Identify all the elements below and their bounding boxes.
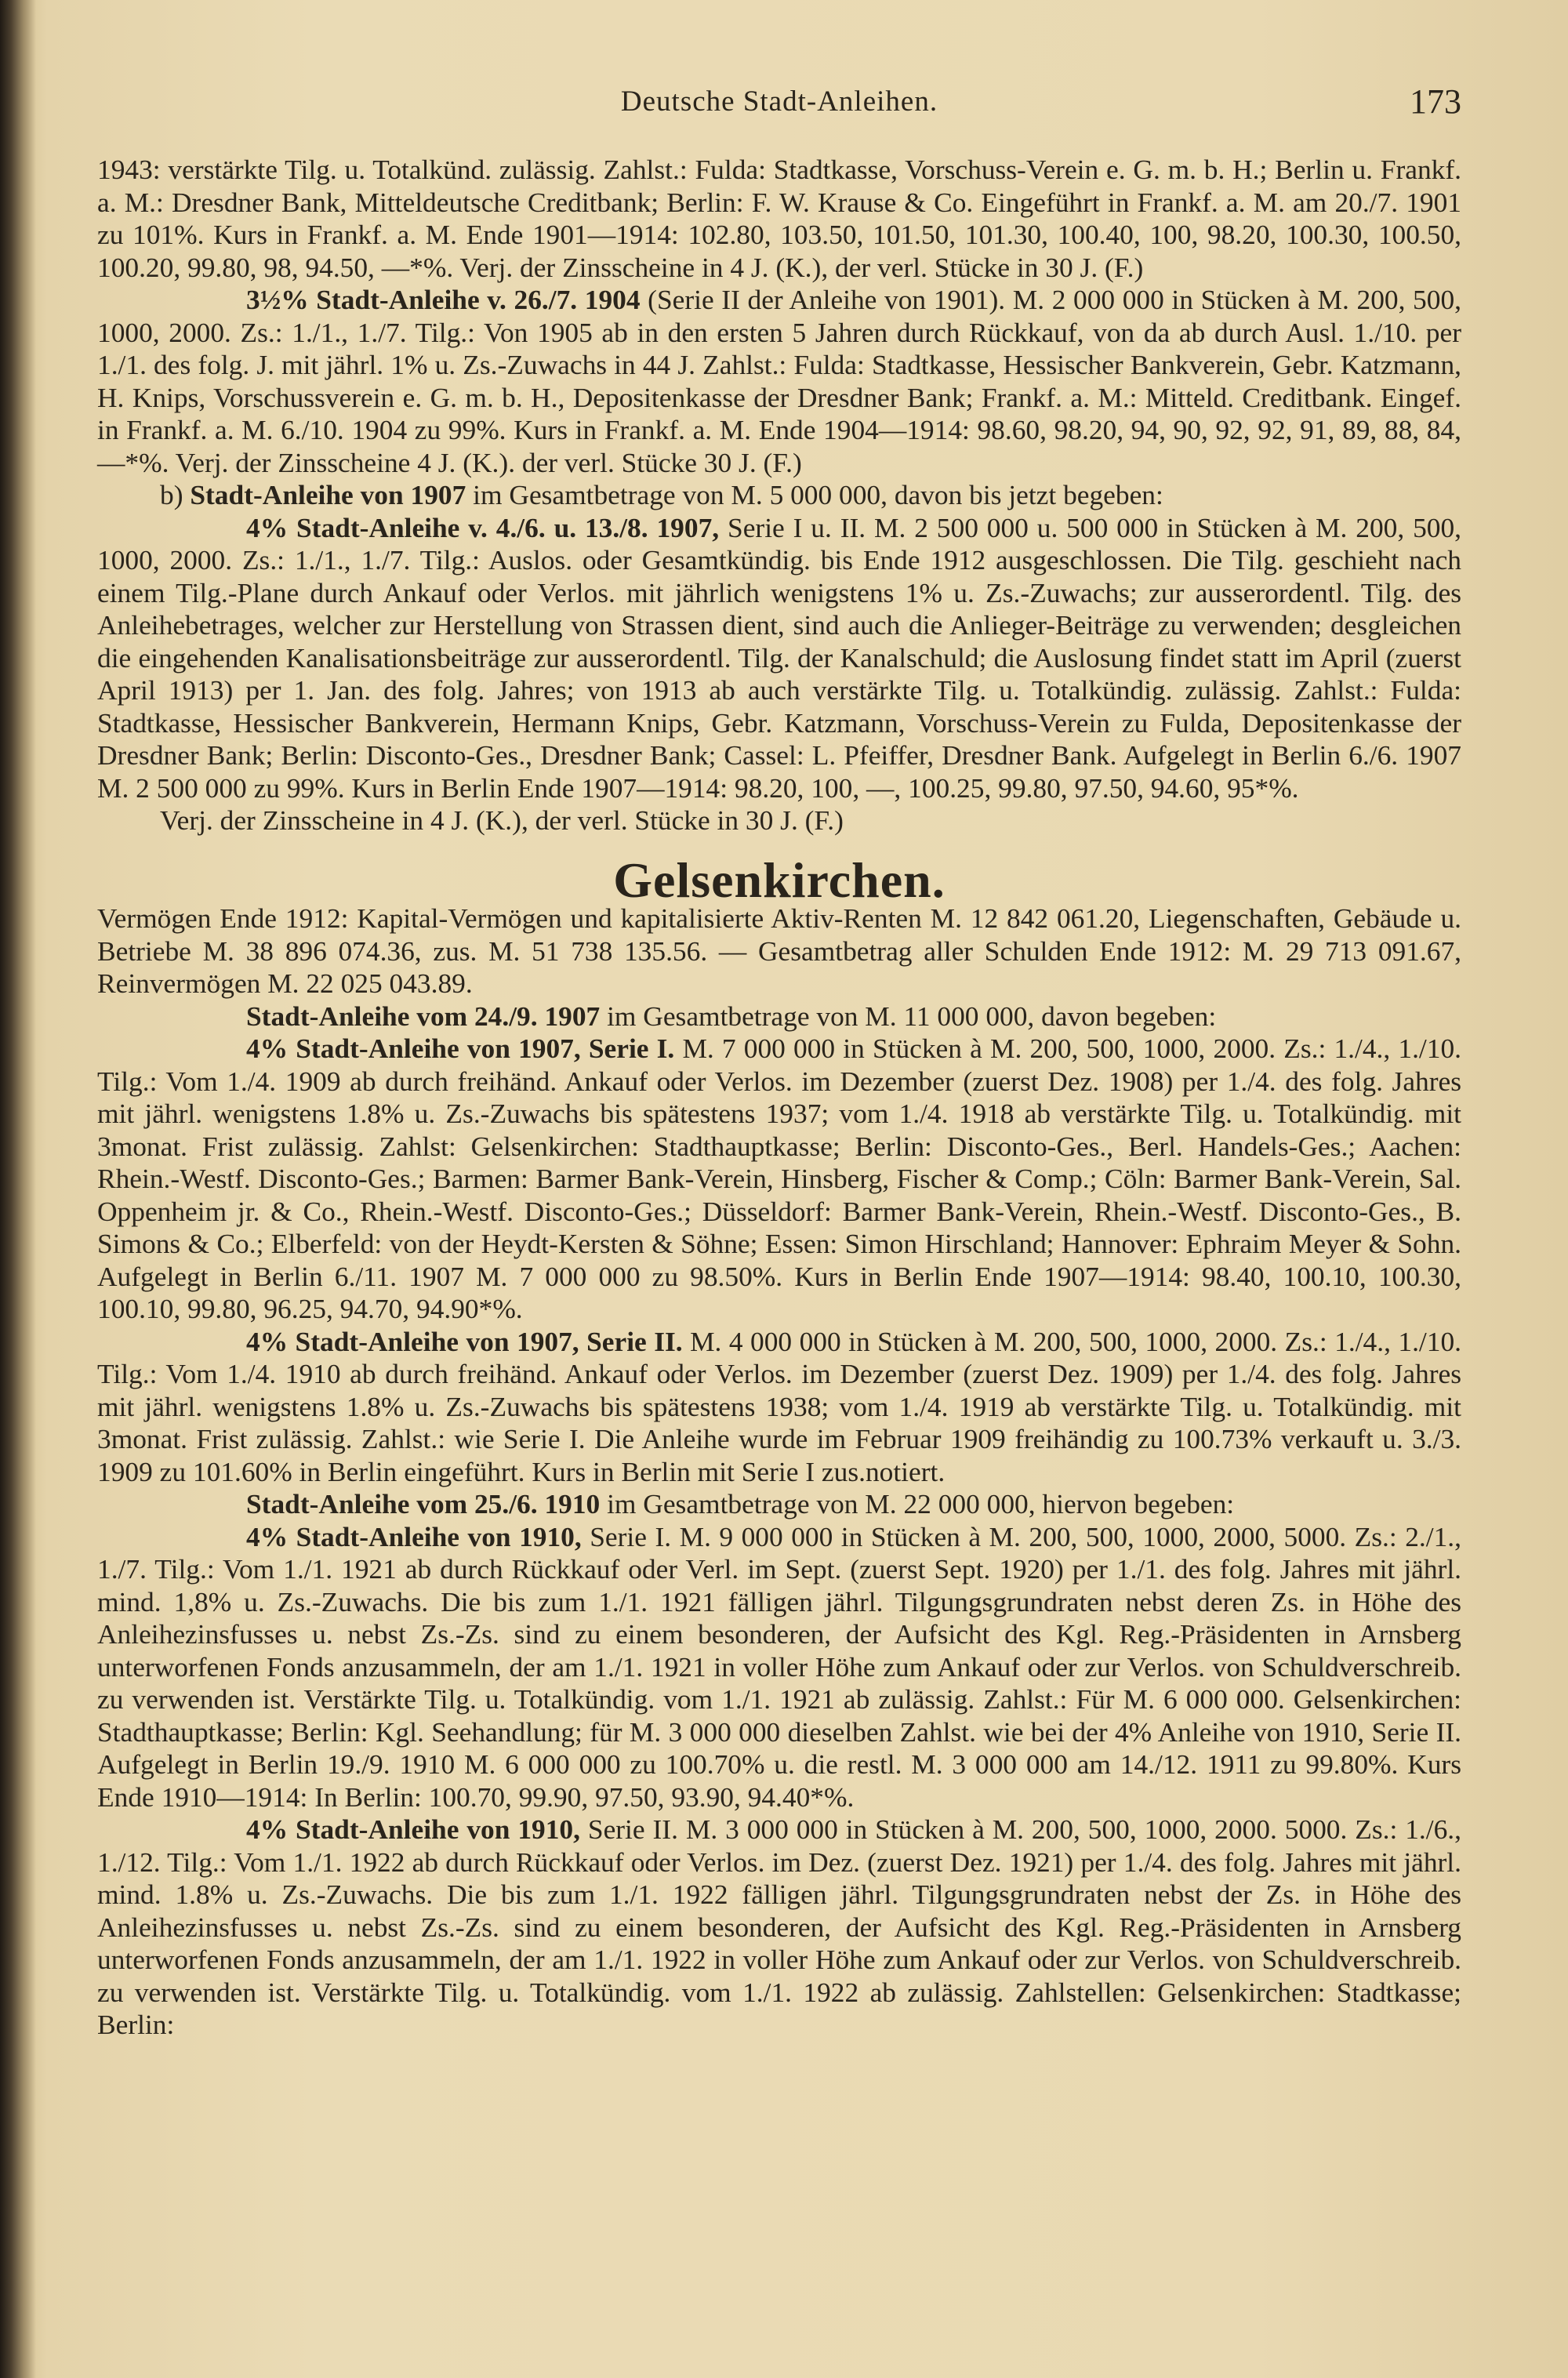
loan-heading: 4% Stadt-Anleihe von 1907, Serie I. [246, 1033, 675, 1064]
section-title-gelsenkirchen: Gelsenkirchen. [613, 851, 946, 908]
loan-text: im Gesamtbetrage von M. 11 000 000, davon begeben: [600, 1000, 1217, 1032]
paragraph-gelsenkirchen-1907-serie-2 [97, 1326, 1461, 1489]
loan-heading: Stadt-Anleihe von 1907 [190, 479, 466, 510]
paragraph-gelsenkirchen-1907-intro [97, 1000, 1461, 1033]
paragraph-fulda-1907-loan [97, 512, 1461, 805]
paragraph-gelsenkirchen-1910-serie-2 [97, 1813, 1461, 2042]
loan-text: M. 7 000 000 in Stücken à M. 200, 500, 1000, 2000. Zs.: 1./4., 1./10. Tilg.: Vom 1./4. 1909 ab durch freihänd. Ankauf oder Verlos. im Dezember (zuerst Dez. 1908) per 1./4. des folg. Jahres mit jährl. wenigstens 1.8% u. Zs.-Zuwachs bis spätestens 1937; vom 1./4. 1918 ab verstärkte Tilg. u. Totalkündig. mit 3monat. Frist zulässig. Zahlst: Gelsenkirchen: Stadthauptkasse; Berlin: Disconto-Ges., Berl. Handels-Ges.; Aachen: Rhein.-Westf. Disconto-Ges.; Barmen: Barmer Bank-Verein, Hinsberg, Fischer & Comp.; Cöln: Barmer Bank-Verein, Sal. Oppenheim jr. & Co., Rhein.-Westf. Disconto-Ges.; Düsseldorf: Barmer Bank-Verein, Rhein.-Westf. Disconto-Ges., B. Simons & Co.; Elberfeld: von der Heydt-Kersten & Söhne; Essen: Simon Hirschland; Hannover: Ephraim Meyer & Sohn. Aufgelegt in Berlin 6./11. 1907 M. 7 000 000 zu 98.50%. Kurs in Berlin Ende 1907—1914: 98.40, 100.10, 100.30, 100.10, 99.80, 96.25, 94.70, 94.90*%. [97, 1033, 1461, 1324]
paragraph-fulda-1907-intro [97, 479, 1461, 512]
paragraph-gelsenkirchen-1910-serie-1 [97, 1521, 1461, 1814]
loan-heading: 4% Stadt-Anleihe von 1910, [246, 1813, 580, 1845]
loan-heading: Stadt-Anleihe vom 25./6. 1910 [246, 1488, 601, 1519]
list-marker: b) [160, 479, 191, 510]
loan-heading: 4% Stadt-Anleihe von 1907, Serie II. [246, 1325, 683, 1357]
page-body [97, 154, 1461, 2042]
page-number: 173 [1410, 82, 1461, 121]
book-spine-shadow [0, 0, 36, 2378]
loan-heading: 4% Stadt-Anleihe v. 4./6. u. 13./8. 1907, [246, 511, 720, 543]
loan-text: im Gesamtbetrage von M. 22 000 000, hiervon begeben: [600, 1488, 1235, 1519]
paragraph-fulda-1904-loan [97, 284, 1461, 479]
paragraph-gelsenkirchen-1910-intro [97, 1488, 1461, 1521]
loan-text: Serie I. M. 9 000 000 in Stücken à M. 200, 500, 1000, 2000, 5000. Zs.: 2./1., 1./7. Tilg.: Vom 1./1. 1921 ab durch Rückkauf oder Verl. im Sept. (zuerst Sept. 1920) per 1./1. des folg. Jahres mit jährl. mind. 1,8% u. Zs.-Zuwachs. Die bis zum 1./1. 1921 fälligen jährl. Tilgungsgrundraten nebst deren Zs. in Höhe des Anleihezinsfusses u. nebst Zs.-Zs. sind zu einem besonderen, der Aufsicht des Kgl. Reg.-Präsidenten in Arnsberg unterworfenen Fonds anzusammeln, der am 1./1. 1921 in voller Höhe zum Ankauf oder zur Verlos. von Schuldverschreib. zu verwenden ist. Verstärkte Tilg. u. Totalkündig. vom 1./1. 1921 ab zulässig. Zahlst.: Für M. 6 000 000. Gelsenkirchen: Stadthauptkasse; Berlin: Kgl. Seehandlung; für M. 3 000 000 dieselben Zahlst. wie bei der 4% Anleihe von 1910, Serie II. Aufgelegt in Berlin 19./9. 1910 M. 6 000 000 zu 100.70% u. die restl. M. 3 000 000 am 14./12. 1911 zu 99.80%. Kurs Ende 1910—1914: In Berlin: 100.70, 99.90, 97.50, 93.90, 94.40*%. [97, 1520, 1461, 1813]
loan-text: M. 4 000 000 in Stücken à M. 200, 500, 1000, 2000. Zs.: 1./4., 1./10. Tilg.: Vom 1./4. 1910 ab durch freihänd. Ankauf oder Verlos. im Dezember (zuerst Dez. 1909) per 1./4. des folg. Jahres mit jährl. wenigstens 1.8% u. Zs.-Zuwachs bis spätestens 1938; vom 1./4. 1919 ab verstärkte Tilg. u. Totalkündig. mit 3monat. Frist zulässig. Zahlst.: wie Serie I. Die Anleihe wurde im Februar 1909 freihändig zu 100.73% verkauft u. 3./3. 1909 zu 101.60% in Berlin eingeführt. Kurs in Berlin mit Serie I zus.notiert. [97, 1325, 1462, 1487]
paragraph-fulda-1901-continued: 1943: verstärkte Tilg. u. Totalkünd. zulässig. Zahlst.: Fulda: Stadtkasse, Vorschuss-Verein e. G. m. b. H.; Berlin u. Frankf. a. M.: Dresdner Bank, Mitteldeutsche Creditbank; Berlin: F. W. Krause & Co. Eingeführt in Frankf. a. M. am 20./7. 1901 zu 101%. Kurs in Frankf. a. M. Ende 1901—1914: 102.80, 103.50, 101.50, 101.30, 100.40, 100, 98.20, 100.30, 100.50, 100.20, 99.80, 98, 94.50, —*%. Verj. der Zinsscheine in 4 J. (K.), der verl. Stücke in 30 J. (F.) [97, 154, 1461, 283]
paragraph-gelsenkirchen-vermoegen: Vermögen Ende 1912: Kapital-Vermögen und kapitalisierte Aktiv-Renten M. 12 842 061.20, Liegenschaften, Gebäude u. Betriebe M. 38 896 074.36, zus. M. 51 738 135.56. — Gesamtbetrag aller Schulden Ende 1912: M. 29 713 091.67, Reinvermögen M. 22 025 043.89. [97, 902, 1461, 999]
loan-heading: 3½% Stadt-Anleihe v. 26./7. 1904 [246, 284, 641, 315]
paragraph-fulda-verjaehrung: Verj. der Zinsscheine in 4 J. (K.), der verl. Stücke in 30 J. (F.) [160, 804, 844, 836]
loan-text: im Gesamtbetrage von M. 5 000 000, davon bis jetzt begeben: [466, 479, 1163, 510]
loan-heading: 4% Stadt-Anleihe von 1910, [246, 1520, 582, 1552]
loan-heading: Stadt-Anleihe vom 24./9. 1907 [246, 1000, 601, 1032]
paragraph-gelsenkirchen-1907-serie-1 [97, 1033, 1461, 1326]
loan-text: Serie II. M. 3 000 000 in Stücken à M. 200, 500, 1000, 2000. 5000. Zs.: 1./6., 1./12. Tilg.: Vom 1./1. 1922 ab durch Rückkauf oder Verlos. im Dez. (zuerst Dez. 1921) per 1./4. des folg. Jahres mit jährl. mind. 1.8% u. Zs.-Zuwachs. Die bis zum 1./1. 1922 fälligen jährl. Tilgungsgrundraten nebst der Zs. in Höhe des Anleihezinsfusses u. nebst Zs.-Zs. sind zu einem besonderen, der Aufsicht des Kgl. Reg.-Präsidenten in Arnsberg unterworfenen Fonds anzusammeln, der am 1./1. 1922 in voller Höhe zum Ankauf oder zur Verlos. von Schuldverschreib. zu verwenden ist. Verstärkte Tilg. u. Totalkündig. vom 1./1. 1922 ab zulässig. Zahlstellen: Gelsenkirchen: Stadtkasse; Berlin: [97, 1813, 1461, 2040]
page-header [97, 82, 1461, 132]
running-head: Deutsche Stadt-Anleihen. [620, 85, 938, 118]
loan-text: Serie I u. II. M. 2 500 000 u. 500 000 in Stücken à M. 200, 500, 1000, 2000. Zs.: 1./1., 1./7. Tilg.: Auslos. oder Gesamtkündig. bis Ende 1912 ausgeschlossen. Die Tilg. geschieht nach einem Tilg.-Plane durch Ankauf oder Verlos. mit jährlich wenigstens 1% u. Zs.-Zuwachs; zur ausserordentl. Tilg. des Anleihebetrages, welcher zur Herstellung von Strassen dient, sind auch die Anlieger-Beiträge zu verwenden; desgleichen die eingehenden Kanalisationsbeiträge zur ausserordentl. Tilg. der Kanalschuld; die Auslosung findet statt im April (zuerst April 1913) per 1. Jan. des folg. Jahres; von 1913 ab auch verstärkte Tilg. u. Totalkündig. zulässig. Zahlst.: Fulda: Stadtkasse, Hessischer Bankverein, Hermann Knips, Gebr. Katzmann, Vorschuss-Verein zu Fulda, Depositenkasse der Dresdner Bank; Berlin: Disconto-Ges., Dresdner Bank; Cassel: L. Pfeiffer, Dresdner Bank. Aufgelegt in Berlin 6./6. 1907 M. 2 500 000 zu 99%. Kurs in Berlin Ende 1907—1914: 98.20, 100, —, 100.25, 99.80, 97.50, 94.60, 95*%. [97, 511, 1462, 804]
loan-text: (Serie II der Anleihe von 1901). M. 2 000 000 in Stücken à M. 200, 500, 1000, 2000. Zs.: 1./1., 1./7. Tilg.: Von 1905 ab in den ersten 5 Jahren durch Rückkauf, von da ab durch Ausl. 1./10. per 1./1. des folg. J. mit jährl. 1% u. Zs.-Zuwachs in 44 J. Zahlst.: Fulda: Stadtkasse, Hessischer Bankverein, Gebr. Katzmann, H. Knips, Vorschussverein e. G. m. b. H., Depositenkasse der Dresdner Bank; Frankf. a. M.: Mitteld. Creditbank. Eingef. in Frankf. a. M. 6./10. 1904 zu 99%. Kurs in Frankf. a. M. Ende 1904—1914: 98.60, 98.20, 94, 90, 92, 92, 91, 89, 88, 84, —*%. Verj. der Zinsscheine 4 J. (K.). der verl. Stücke 30 J. (F.) [97, 284, 1461, 478]
